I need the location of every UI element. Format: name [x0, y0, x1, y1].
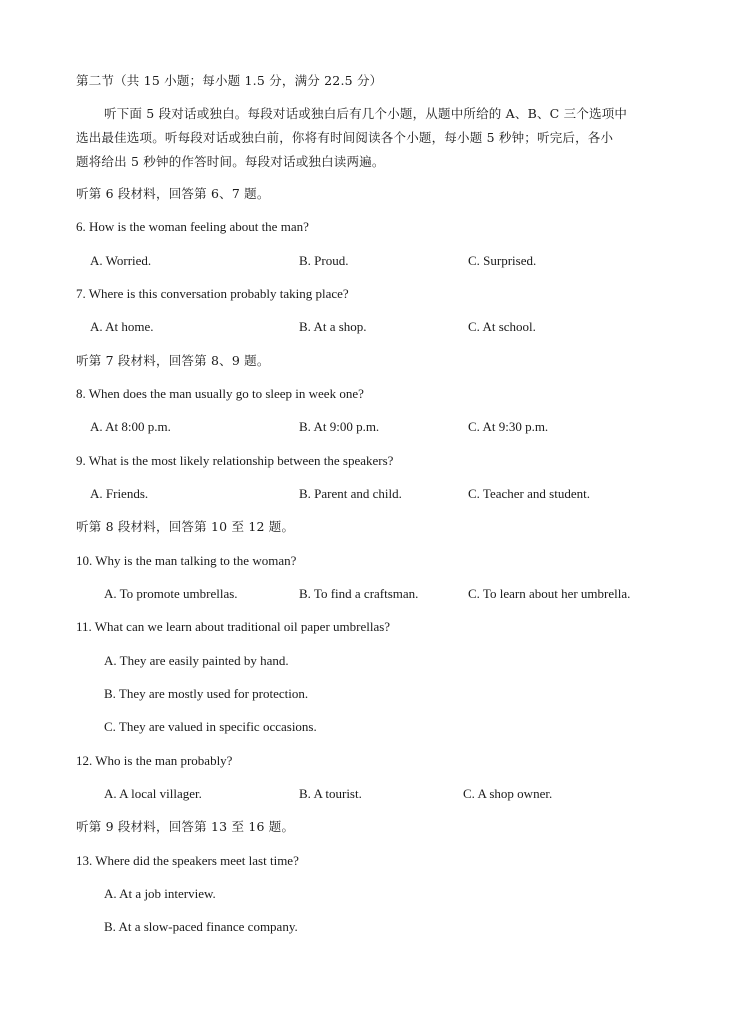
- group-heading-7: 听第 7 段材料，回答第 8、9 题。: [76, 353, 270, 368]
- question-8-option-b: B. At 9:00 p.m.: [299, 419, 380, 434]
- question-9-option-c: C. Teacher and student.: [468, 486, 590, 501]
- group-heading-9: 听第 9 段材料，回答第 13 至 16 题。: [76, 819, 295, 834]
- question-7-option-b: B. At a shop.: [299, 319, 367, 334]
- question-8-stem: 8. When does the man usually go to sleep in week one?: [76, 386, 364, 401]
- question-10-option-b: B. To find a craftsman.: [299, 586, 419, 601]
- question-9-stem: 9. What is the most likely relationship between the speakers?: [76, 453, 394, 468]
- group-heading-8: 听第 8 段材料，回答第 10 至 12 题。: [76, 519, 295, 534]
- question-13-option-b: B. At a slow-paced finance company.: [104, 919, 298, 934]
- question-13-option-a: A. At a job interview.: [104, 886, 216, 901]
- question-7-stem: 7. Where is this conversation probably taking place?: [76, 286, 349, 301]
- question-6-option-c: C. Surprised.: [468, 253, 537, 268]
- question-10-option-a: A. To promote umbrellas.: [104, 586, 238, 601]
- question-10-option-c: C. To learn about her umbrella.: [468, 586, 631, 601]
- question-12-stem: 12. Who is the man probably?: [76, 753, 233, 768]
- question-7-option-c: C. At school.: [468, 319, 536, 334]
- instructions-line-2: 选出最佳选项。听每段对话或独白前，你将有时间阅读各个小题，每小题 5 秒钟；听完后，各小: [76, 130, 614, 145]
- question-13-stem: 13. Where did the speakers meet last time?: [76, 853, 299, 868]
- question-12-option-a: A. A local villager.: [104, 786, 202, 801]
- question-11-option-a: A. They are easily painted by hand.: [104, 653, 289, 668]
- question-12-option-c: C. A shop owner.: [463, 786, 553, 801]
- question-10-stem: 10. Why is the man talking to the woman?: [76, 553, 297, 568]
- question-12-option-b: B. A tourist.: [299, 786, 362, 801]
- question-8-option-a: A. At 8:00 p.m.: [90, 419, 171, 434]
- question-7-option-a: A. At home.: [90, 319, 154, 334]
- question-6-option-a: A. Worried.: [90, 253, 152, 268]
- question-8-option-c: C. At 9:30 p.m.: [468, 419, 549, 434]
- group-heading-6: 听第 6 段材料，回答第 6、7 题。: [76, 186, 270, 201]
- question-6-stem: 6. How is the woman feeling about the man?: [76, 219, 309, 234]
- instructions-line-3: 题将给出 5 秒钟的作答时间。每段对话或独白读两遍。: [76, 154, 385, 169]
- question-6-option-b: B. Proud.: [299, 253, 349, 268]
- question-9-option-b: B. Parent and child.: [299, 486, 402, 501]
- section-heading: 第二节（共 15 小题；每小题 1.5 分，满分 22.5 分）: [76, 73, 383, 88]
- question-9-option-a: A. Friends.: [90, 486, 149, 501]
- instructions-line-1: 听下面 5 段对话或独白。每段对话或独白后有几个小题，从题中所给的 A、B、C 三个选项中: [104, 106, 628, 121]
- question-11-option-c: C. They are valued in specific occasions.: [104, 719, 317, 734]
- question-11-option-b: B. They are mostly used for protection.: [104, 686, 309, 701]
- question-11-stem: 11. What can we learn about traditional oil paper umbrellas?: [76, 619, 391, 634]
